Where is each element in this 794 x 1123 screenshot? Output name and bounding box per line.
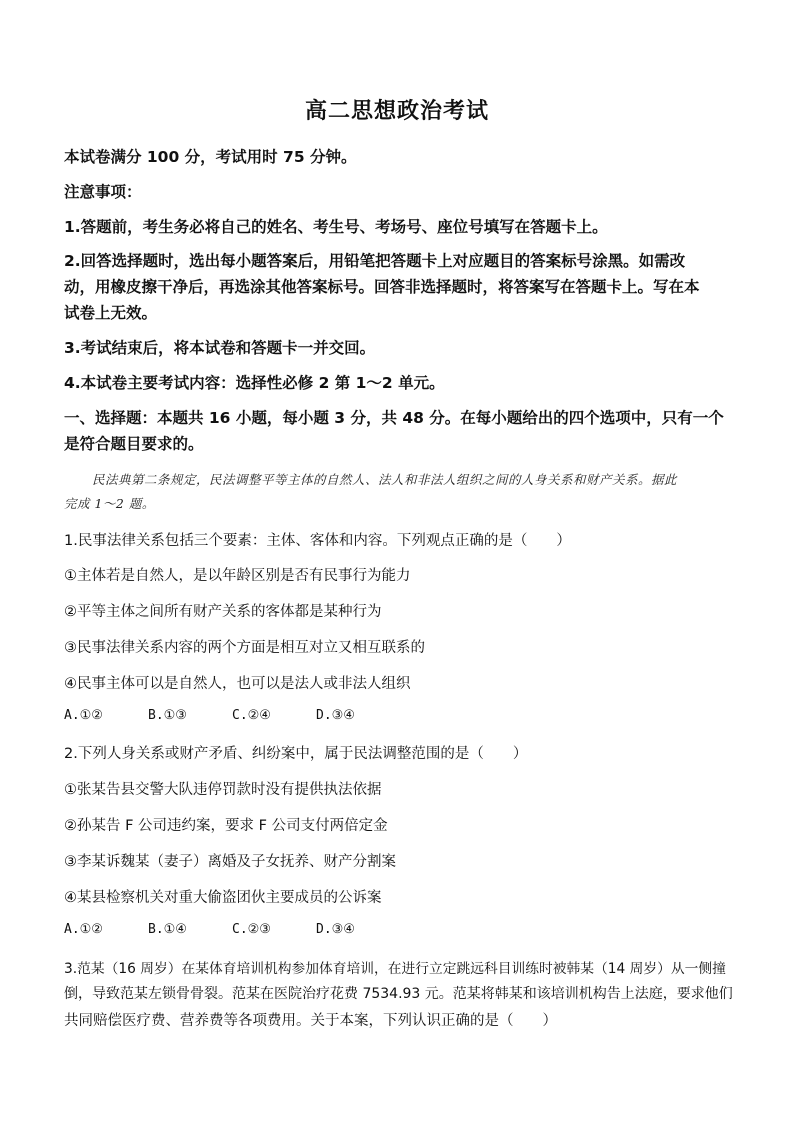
question-2-option-2: ②孙某告 F 公司违约案，要求 F 公司支付两倍定金 [64, 818, 388, 834]
question-1-choice-b[interactable]: B.①③ [148, 708, 187, 723]
exam-title: 高二思想政治考试 [304, 99, 489, 124]
question-1-choice-c[interactable]: C.②④ [232, 708, 271, 723]
question-1-stem: 1.民事法律关系包括三个要素：主体、客体和内容。下列观点正确的是（ ） [64, 533, 571, 549]
question-2-choices [64, 922, 400, 937]
note-2-line-1: 2.回答选择题时，选出每小题答案后，用铅笔把答题卡上对应题目的答案标号涂黑。如需改 [64, 252, 686, 270]
note-3: 3.考试结束后，将本试卷和答题卡一并交回。 [64, 339, 376, 357]
question-1-option-3: ③民事法律关系内容的两个方面是相互对立又相互联系的 [64, 640, 425, 656]
question-1-option-1: ①主体若是自然人，是以年龄区别是否有民事行为能力 [64, 568, 411, 584]
question-2-choice-b[interactable]: B.①④ [148, 922, 187, 937]
question-1-option-2: ②平等主体之间所有财产关系的客体都是某种行为 [64, 604, 382, 620]
question-1-choice-a[interactable]: A.①② [64, 708, 103, 723]
question-1-option-4: ④民事主体可以是自然人，也可以是法人或非法人组织 [64, 676, 411, 692]
question-3-stem-line-1: 3.范某（16 周岁）在某体育培训机构参加体育培训，在进行立定跳远科目训练时被韩某（14 周岁）从一侧撞 [64, 961, 726, 977]
question-2-option-4: ④某县检察机关对重大偷盗团伙主要成员的公诉案 [64, 890, 382, 906]
note-2-line-3: 试卷上无效。 [64, 304, 158, 322]
section-heading-line-1: 一、选择题：本题共 16 小题，每小题 3 分，共 48 分。在每小题给出的四个选项中，只有一个 [64, 409, 724, 427]
intro-line-1: 民法典第二条规定，民法调整平等主体的自然人、法人和非法人组织之间的人身关系和财产关系。据此 [92, 472, 678, 487]
question-2-choice-a[interactable]: A.①② [64, 922, 103, 937]
question-3-stem-line-3: 共同赔偿医疗费、营养费等各项费用。关于本案，下列认识正确的是（ ） [64, 1013, 557, 1029]
notice-title: 注意事项： [64, 183, 142, 201]
question-2-choice-c[interactable]: C.②③ [232, 922, 271, 937]
question-1-choice-d[interactable]: D.③④ [316, 708, 355, 723]
question-3-stem-line-2: 倒，导致范某左锁骨骨裂。范某在医院治疗花费 7534.93 元。范某将韩某和该培训机构告上法庭，要求他们 [64, 986, 733, 1002]
question-2-option-3: ③李某诉魏某（妻子）离婚及子女抚养、财产分割案 [64, 854, 396, 870]
intro-line-2: 完成 1～2 题。 [64, 496, 155, 511]
question-2-choice-d[interactable]: D.③④ [316, 922, 355, 937]
exam-info: 本试卷满分 100 分，考试用时 75 分钟。 [64, 148, 357, 166]
note-2-line-2: 动，用橡皮擦干净后，再选涂其他答案标号。回答非选择题时，将答案写在答题卡上。写在本 [64, 278, 700, 296]
note-4: 4.本试卷主要考试内容：选择性必修 2 第 1～2 单元。 [64, 374, 445, 392]
question-1-choices [64, 708, 400, 723]
section-heading-line-2: 是符合题目要求的。 [64, 435, 204, 453]
note-1: 1.答题前，考生务必将自己的姓名、考生号、考场号、座位号填写在答题卡上。 [64, 218, 608, 236]
question-2-option-1: ①张某告县交警大队违停罚款时没有提供执法依据 [64, 782, 382, 798]
question-2-stem: 2.下列人身关系或财产矛盾、纠纷案中，属于民法调整范围的是（ ） [64, 746, 528, 762]
